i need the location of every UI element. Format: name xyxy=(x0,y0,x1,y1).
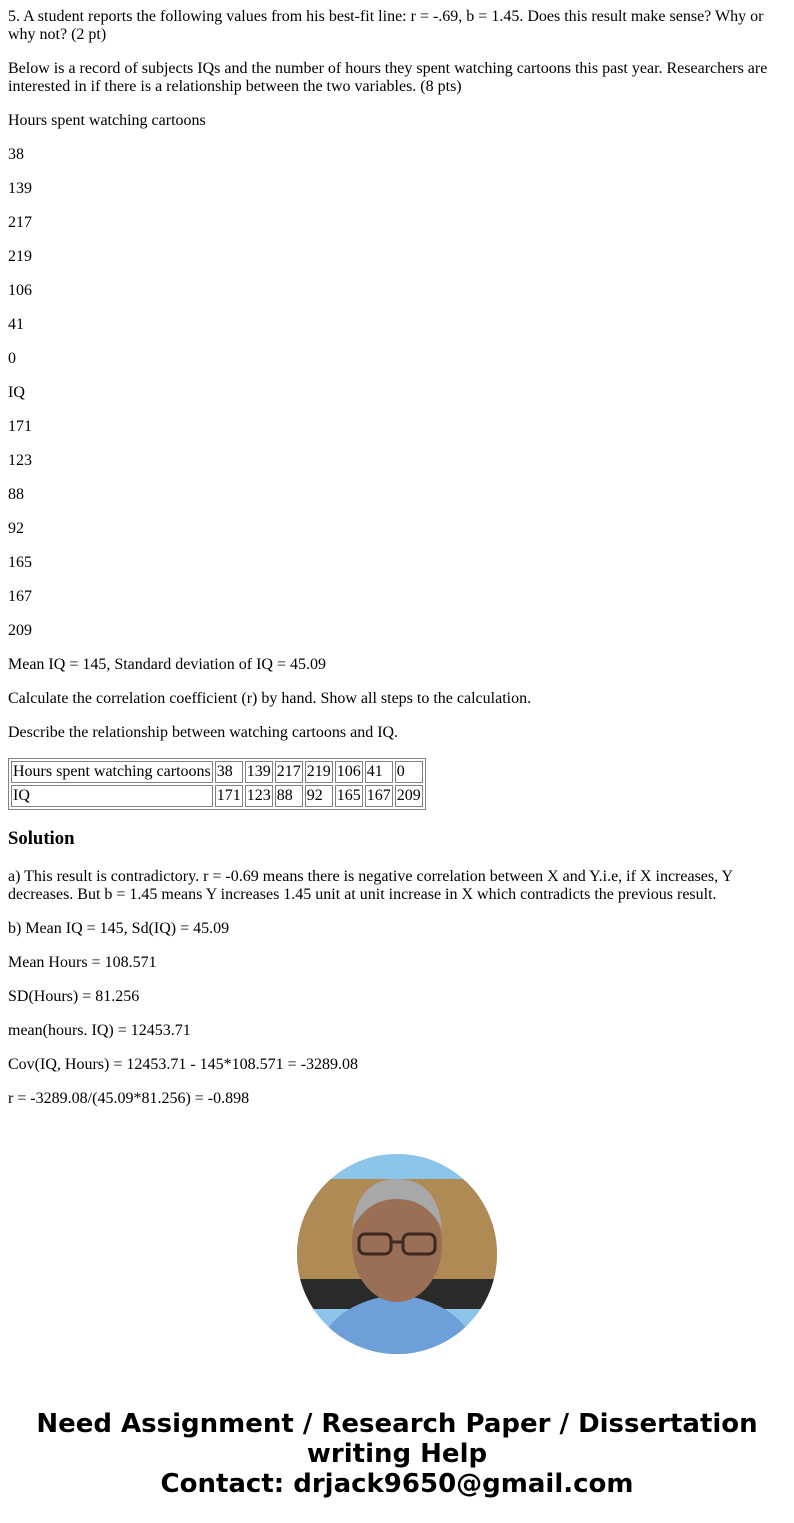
hours-value: 219 xyxy=(8,248,32,265)
hours-value: 139 xyxy=(8,180,32,197)
footer-contact: Contact: drjack9650@gmail.com xyxy=(160,1469,634,1499)
table-cell: 217 xyxy=(275,761,303,783)
solution-line: b) Mean IQ = 145, Sd(IQ) = 45.09 xyxy=(8,920,230,937)
iq-value: 123 xyxy=(8,452,32,469)
question-section xyxy=(8,8,786,742)
solution-line: a) This result is contradictory. r = -0.69 means there is negative correlation between X and Y.i.e, if X increases, Y decreases. But b = 1.45 means Y increases 1.45 unit at unit increase in X which contradicts the previous result. xyxy=(8,868,733,903)
question-intro: Below is a record of subjects IQs and the number of hours they spent watching cartoons this past year. Researchers are interested in if there is a relationship between the two variables. (8 pts) xyxy=(8,60,768,95)
data-table xyxy=(8,758,426,810)
iq-label: IQ xyxy=(8,384,25,401)
hours-value: 38 xyxy=(8,146,24,163)
task-2: Describe the relationship between watching cartoons and IQ. xyxy=(8,724,399,741)
table-cell: 219 xyxy=(305,761,333,783)
table-cell: 92 xyxy=(305,785,333,807)
table-cell: 106 xyxy=(335,761,363,783)
table-row xyxy=(11,761,423,783)
solution-line: r = -3289.08/(45.09*81.256) = -0.898 xyxy=(8,1090,250,1107)
iq-value: 171 xyxy=(8,418,32,435)
row-header: Hours spent watching cartoons xyxy=(11,761,213,783)
solution-section xyxy=(8,868,786,1108)
iq-stats: Mean IQ = 145, Standard deviation of IQ = 45.09 xyxy=(8,656,326,673)
table-cell: 165 xyxy=(335,785,363,807)
table-cell: 88 xyxy=(275,785,303,807)
row-header: IQ xyxy=(11,785,213,807)
footer-help-text: Need Assignment / Research Paper / Dissertation writing Help xyxy=(36,1409,758,1469)
iq-value: 92 xyxy=(8,520,24,537)
iq-value: 167 xyxy=(8,588,32,605)
hours-value: 0 xyxy=(8,350,16,367)
table-cell: 167 xyxy=(365,785,393,807)
footer-banner xyxy=(8,1409,786,1499)
iq-value: 88 xyxy=(8,486,24,503)
table-cell: 0 xyxy=(395,761,423,783)
table-cell: 139 xyxy=(245,761,273,783)
solution-line: mean(hours. IQ) = 12453.71 xyxy=(8,1022,191,1039)
iq-value: 165 xyxy=(8,554,32,571)
table-cell: 41 xyxy=(365,761,393,783)
hours-label: Hours spent watching cartoons xyxy=(8,112,206,129)
table-cell: 171 xyxy=(215,785,243,807)
author-photo xyxy=(297,1154,497,1354)
table-cell: 123 xyxy=(245,785,273,807)
table-row xyxy=(11,785,423,807)
hours-value: 106 xyxy=(8,282,32,299)
table-cell: 38 xyxy=(215,761,243,783)
solution-line: Mean Hours = 108.571 xyxy=(8,954,157,971)
task-1: Calculate the correlation coefficient (r) by hand. Show all steps to the calculation. xyxy=(8,690,532,707)
solution-line: SD(Hours) = 81.256 xyxy=(8,988,140,1005)
table-cell: 209 xyxy=(395,785,423,807)
hours-value: 41 xyxy=(8,316,24,333)
solution-heading: Solution xyxy=(8,828,75,849)
solution-line: Cov(IQ, Hours) = 12453.71 - 145*108.571 = -3289.08 xyxy=(8,1056,359,1073)
iq-value: 209 xyxy=(8,622,32,639)
question-5: 5. A student reports the following values from his best-fit line: r = -.69, b = 1.45. Does this result make sense? Why or why not? (2 pt) xyxy=(8,8,764,43)
hours-value: 217 xyxy=(8,214,32,231)
